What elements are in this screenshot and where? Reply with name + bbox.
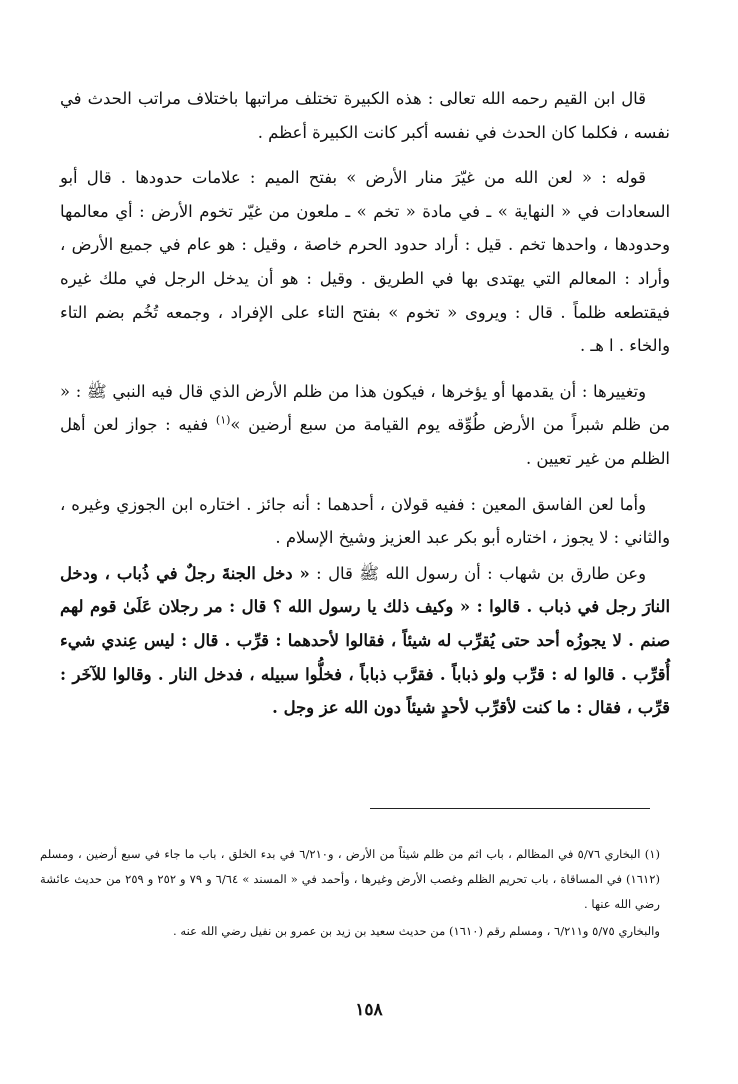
footnote-reference: (١) (215, 413, 231, 427)
footnote-divider (370, 808, 650, 809)
paragraph-manar-al-ard: قوله : « لعن الله من غيّرَ منار الأرض » بفتح الميم : علامات حدودها . قال أبو السعادات في « النهاية » ـ في مادة « تخم » ـ ملعون من غيّر تخوم الأرض : أي معالمها وحدودها ، واحدها تخم . قيل : أراد حدود الحرم خاصة ، وقيل : هو عام في جميع الأرض ، وأراد : المعالم التي يهتدى بها في الطريق . وقيل : هو أن يدخل الرجل في ملك غيره فيقتطعه ظلماً . قال : ويروى « تخوم » بفتح التاء على الإفراد ، وجمعه تُخُم بضم التاء والخاء . ا هـ . (60, 168, 670, 356)
paragraph-changing-boundaries (60, 375, 670, 476)
footnotes (40, 842, 660, 946)
footnote-1: (١) البخاري ٥/٧٦ في المظالم ، باب اثم من ظلم شيئاً من الأرض ، و٦/٢١٠ في بدء الخلق ، باب ما جاء في سبع أرضين ، ومسلم (١٦١٢) في المساقاة ، باب تحريم الظلم وغصب الأرض وغيرها ، وأحمد في « المسند » ٦/٦٤ و ٧٩ و ٢٥٢ و ٢٥٩ من حديث عائشة رضي الله عنها . (40, 847, 660, 911)
paragraph-cursing-sinner: وأما لعن الفاسق المعين : ففيه قولان ، أحدهما : أنه جائز . اختاره ابن الجوزي وغيره ، والثاني : لا يجوز ، اختاره أبو بكر عبد العزيز وشيخ الإسلام . (60, 494, 670, 548)
main-text (60, 82, 670, 725)
hadith-intro: وعن طارق بن شهاب : أن رسول الله ﷺ قال : (309, 563, 646, 583)
paragraph-text: وتغييرها : أن يقدمها أو يؤخرها ، فيكون هذا من ظلم الأرض الذي قال فيه النبي ﷺ : « من ظلم شبراً من الأرض طُوِّقه يوم القيامة من سبع أرضين » (60, 381, 670, 435)
footnote-2: والبخاري ٥/٧٥ و٦/٢١١ ، ومسلم رقم (١٦١٠) من حديث سعيد بن زيد بن عمرو بن نفيل رضي الله عنه . (173, 924, 660, 938)
page-number: ١٥٨ (355, 1000, 383, 1020)
paragraph-tariq-hadith (60, 557, 670, 725)
paragraph-text-continued: ففيه : جواز لعن أهل الظلم من غير تعيين . (60, 415, 670, 468)
hadith-text: « دخل الجنةَ رجلٌ في ذُباب ، ودخل النارَ رجل في ذباب . قالوا : « وكيف ذلك يا رسول الله ؟ قال : مر رجلان عَلَىٰ قوم لهم صنم . لا يجوزُه أحد حتى يُقرِّب له شيئاً ، فقالوا لأحدهما : قرِّب . قال : ليس عِندي شيء أُقرِّب . قالوا له : قرِّب ولو ذباباً . فقرَّب ذباباً ، فخلُّوا سبيله ، فدخل النار . وقالوا للآخَر : قرِّب ، فقال : ما كنت لأقرِّب لأحدٍ شيئاً دون الله عز وجل . (60, 563, 670, 718)
paragraph-ibn-qayyim: قال ابن القيم رحمه الله تعالى : هذه الكبيرة تختلف مراتبها باختلاف مراتب الحدث في نفسه ، فكلما كان الحدث في نفسه أكبر كانت الكبيرة أعظم . (60, 89, 670, 142)
